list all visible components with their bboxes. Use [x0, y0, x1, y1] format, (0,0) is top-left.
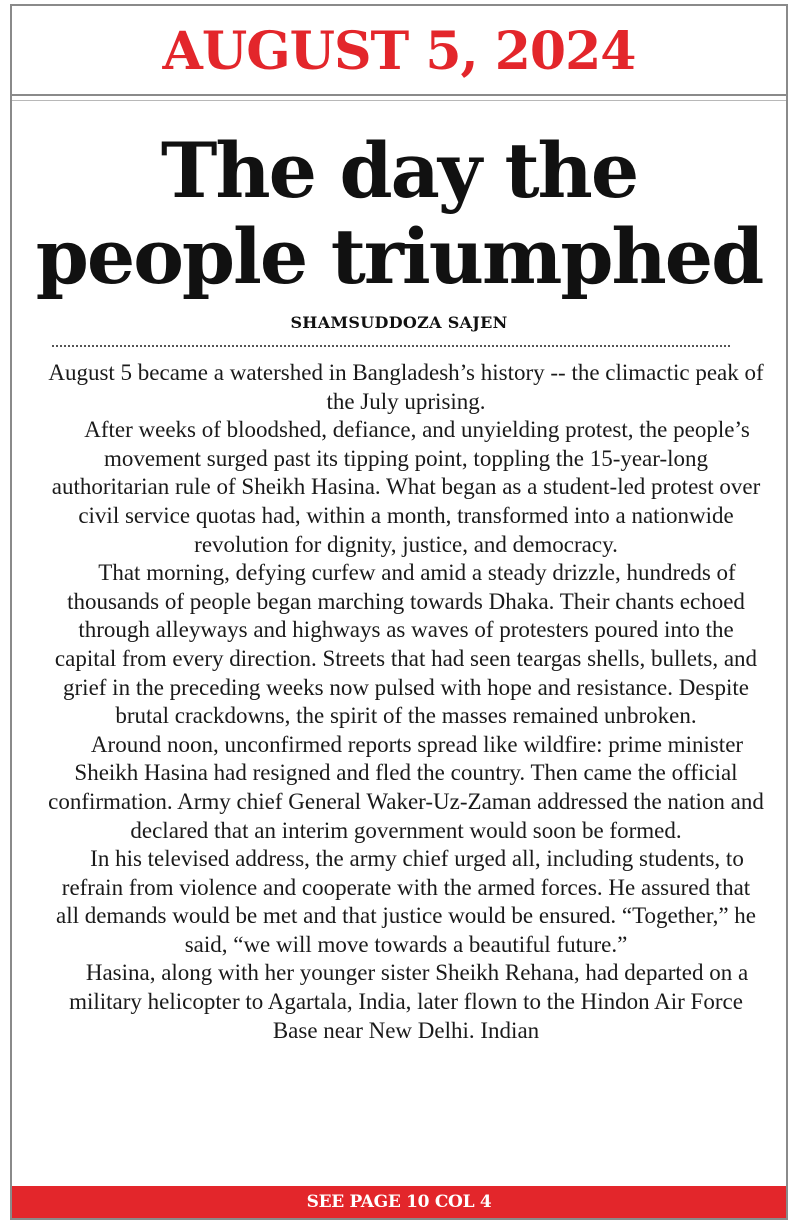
date-banner: AUGUST 5, 2024 [162, 21, 636, 82]
byline: SHAMSUDDOZA SAJEN [290, 313, 508, 332]
header-divider [12, 94, 786, 101]
continuation-link[interactable]: SEE PAGE 10 COL 4 [12, 1186, 786, 1218]
headline: The day the people triumphed [35, 126, 763, 301]
article-body [48, 359, 764, 1045]
paragraph: After weeks of bloodshed, defiance, and unyielding protest, the people’s movement surged past its tipping point, toppling the 15-year-long authoritarian rule of Sheikh Hasina. What began as a student-led protest over civil service quotas had, within a month, transformed into a nationwide revolution for dignity, justice, and democracy. [51, 417, 761, 557]
paragraph: In his televised address, the army chief urged all, including students, to refrain from violence and cooperate with the armed forces. He assured that all demands would be met and that justice would be ensured. “Together,” he said, “we will move towards a beautiful future.” [55, 846, 757, 957]
article-frame [10, 4, 788, 1220]
paragraph: Around noon, unconfirmed reports spread like wildfire: prime minister Sheikh Hasina had resigned and fled the country. Then came the official confirmation. Army chief General Waker-Uz-Zaman addressed the nation and declared that an interim government would soon be formed. [48, 731, 764, 843]
paragraph: That morning, defying curfew and amid a steady drizzle, hundreds of thousands of people began marching towards Dhaka. Their chants echoed through alleyways and highways as waves of protesters poured into the capital from every direction. Streets that had seen teargas shells, bullets, and grief in the preceding weeks now pulsed with hope and resistance. Despite brutal crackdowns, the spirit of the masses remained unbroken. [54, 560, 758, 729]
paragraph: Hasina, along with her younger sister Sheikh Rehana, had departed on a military helicopter to Agartala, India, later flown to the Hindon Air Force Base near New Delhi. Indian [69, 960, 749, 1043]
paragraph: August 5 became a watershed in Bangladesh’s history -- the climactic peak of the July uprising. [48, 360, 764, 414]
dotted-divider [52, 345, 730, 347]
